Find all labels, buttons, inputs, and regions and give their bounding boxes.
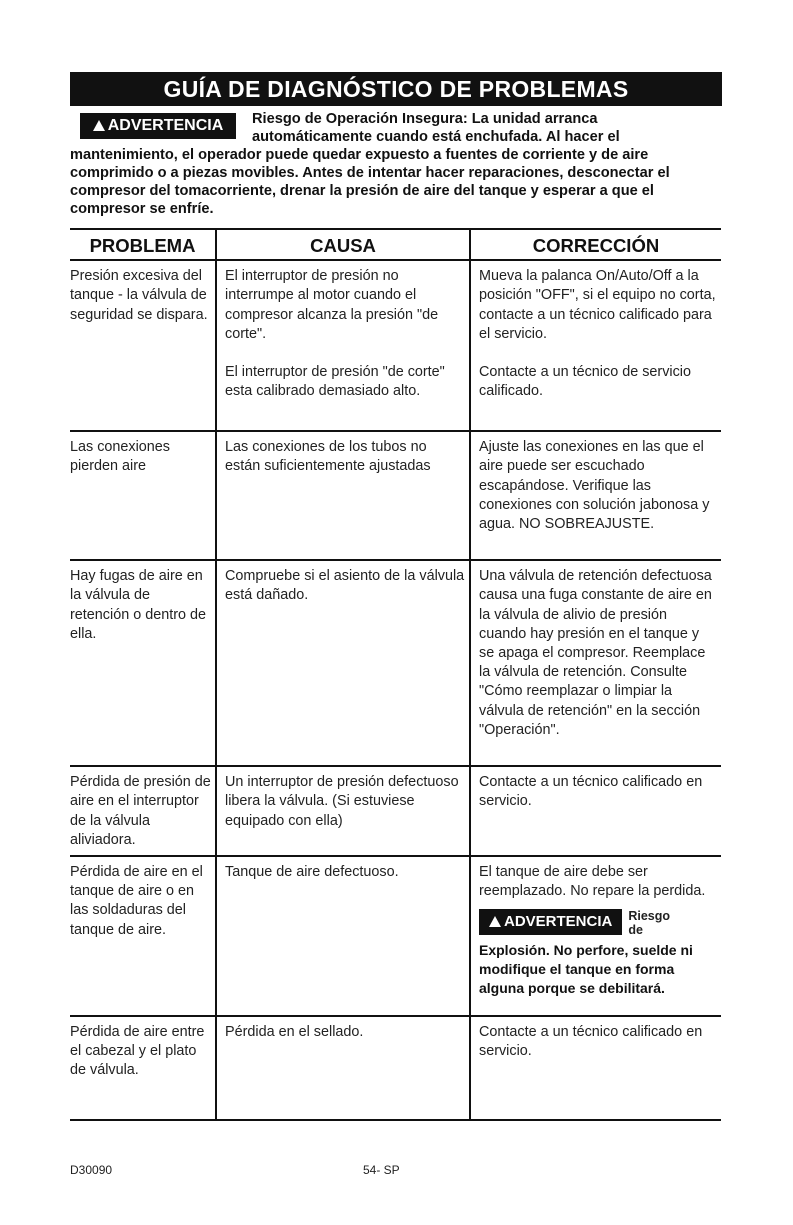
- warning-badge: [479, 909, 622, 935]
- table-row: [70, 856, 721, 1016]
- cause-cell: Las conexiones de los tubos no están suficientemente ajustadas: [216, 431, 470, 560]
- correction-paragraph: Contacte a un técnico de servicio calificado.: [479, 364, 691, 400]
- table-row: [70, 1016, 721, 1120]
- warning-text: [70, 110, 730, 218]
- correction-cell: Contacte a un técnico calificado en servicio.: [470, 1016, 721, 1120]
- correction-cell: Ajuste las conexiones en las que el aire puede ser escuchado escapándose. Verifique las conexiones con solución jabonosa y agua. NO SOBREAJUSTE.: [470, 431, 721, 560]
- warning-triangle-icon: [489, 916, 501, 927]
- problem-cell: Pérdida de aire en el tanque de aire o en las soldaduras del tanque de aire.: [70, 856, 216, 1016]
- problem-cell: Pérdida de aire entre el cabezal y el plato de válvula.: [70, 1016, 216, 1120]
- table-row: [70, 260, 721, 431]
- warning-riesgo-word: Riesgo: [628, 909, 671, 924]
- correction-cell: Una válvula de retención defectuosa causa una fuga constante de aire en la válvula de alivio de presión cuando hay presión en el tanque y se apaga el compresor. Reemplace la válvula de retención. Consulte "Cómo reemplazar o limpiar la válvula de retención" en la sección "Operación".: [470, 560, 721, 766]
- diagnostic-table: [70, 228, 721, 1121]
- document-code: D30090: [70, 1163, 113, 1177]
- page-number: 54- SP: [363, 1163, 400, 1177]
- header-causa: CAUSA: [216, 229, 470, 260]
- header-correccion: CORRECCIÓN: [470, 229, 721, 260]
- problem-cell: Las conexiones pierden aire: [70, 431, 216, 560]
- cause-cell: Compruebe si el asiento de la válvula está dañado.: [216, 560, 470, 766]
- cause-cell: Un interruptor de presión defectuoso libera la válvula. (Si estuviese equipado con ella): [216, 766, 470, 856]
- warning-badge-label: ADVERTENCIA: [107, 117, 224, 134]
- header-problema: PROBLEMA: [70, 229, 216, 260]
- problem-cell: Presión excesiva del tanque - la válvula de seguridad se dispara.: [70, 260, 216, 431]
- table-row: [70, 560, 721, 766]
- cause-cell: Pérdida en el sellado.: [216, 1016, 470, 1120]
- correction-cell: [470, 260, 721, 431]
- warning-explosion-text: Explosión. No perfore, suelde ni modifique el tanque en forma alguna porque se debilitará.: [479, 942, 693, 997]
- warning-de-word: de: [628, 923, 643, 938]
- cause-paragraph: El interruptor de presión no interrumpe al motor cuando el compresor alcanza la presión "de corte".: [225, 268, 439, 342]
- cause-cell: Tanque de aire defectuoso.: [216, 856, 470, 1016]
- table-header-row: [70, 229, 721, 260]
- tank-warning: [479, 909, 717, 998]
- correction-paragraph: Mueva la palanca On/Auto/Off a la posición "OFF", si el equipo no corta, contacte a un técnico calificado para el servicio.: [479, 268, 716, 342]
- page-title: GUÍA DE DIAGNÓSTICO DE PROBLEMAS: [70, 72, 722, 106]
- correction-cell: [470, 856, 721, 1016]
- warning-first-line: Riesgo de Operación Insegura: La unidad arranca: [252, 111, 598, 127]
- table-row: [70, 431, 721, 560]
- correction-cell: Contacte a un técnico calificado en servicio.: [470, 766, 721, 856]
- table-row: [70, 766, 721, 856]
- problem-cell: Pérdida de presión de aire en el interruptor de la válvula aliviadora.: [70, 766, 216, 856]
- warning-second-line: automáticamente cuando está enchufada. Al hacer el: [252, 129, 620, 145]
- cause-paragraph: El interruptor de presión "de corte" esta calibrado demasiado alto.: [225, 364, 445, 400]
- cause-cell: [216, 260, 470, 431]
- warning-body: mantenimiento, el operador puede quedar expuesto a fuentes de corriente y de aire comprimido o a piezas movibles. Antes de intentar hacer reparaciones, desconectar el compresor del tomacorriente, drenar la presión de aire del tanque y esperar a que el compresor se enfríe.: [70, 147, 670, 217]
- correction-paragraph: El tanque de aire debe ser reemplazado. No repare la perdida.: [479, 864, 706, 900]
- problem-cell: Hay fugas de aire en la válvula de retención o dentro de ella.: [70, 560, 216, 766]
- warning-riesgo-label: [628, 909, 670, 937]
- warning-badge-label: ADVERTENCIA: [504, 913, 613, 931]
